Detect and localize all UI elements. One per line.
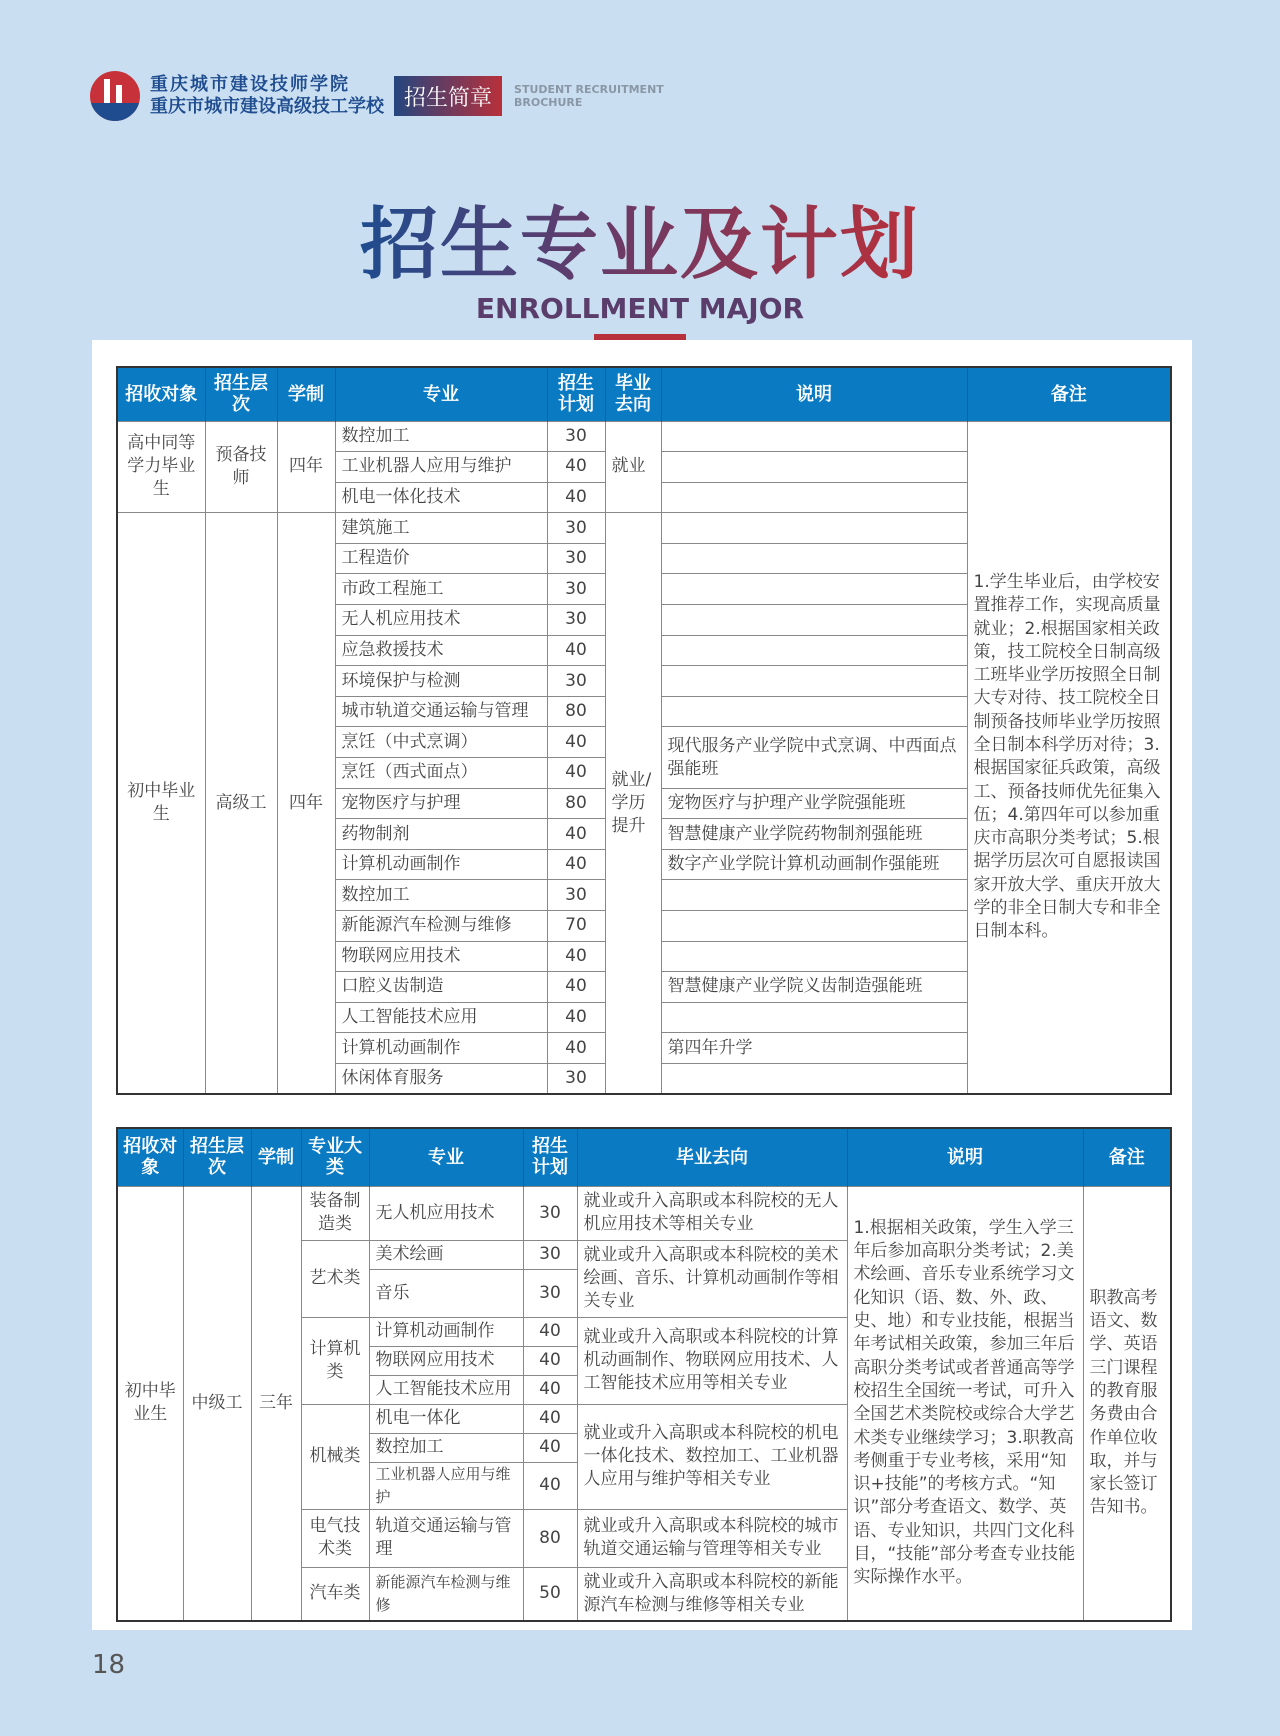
remarks-cell: 1.学生毕业后，由学校安置推荐工作，实现高质量就业；2.根据国家相关政策，技工院校全日制高级工班毕业学历按照全日制大专对待、技工院校全日制预备技师毕业学历按照全日制本科学历对待；3.根据国家征兵政策，高级工、预备技师优先征集入伍；4.第四年可以参加重庆市高职分类考试；5.根据学历层次可自愿报读国家开放大学、重庆开放大学的非全日制大专和非全日制本科。: [967, 421, 1171, 1094]
plan-cell: 40: [523, 1375, 577, 1404]
table-header-row: [117, 1128, 1171, 1186]
major-cell: 环境保护与检测: [335, 666, 547, 697]
major-cell: 无人机应用技术: [335, 605, 547, 636]
page-title-block: [0, 200, 1280, 340]
note-cell: [661, 452, 967, 483]
major-cell: 应急救援技术: [335, 635, 547, 666]
note-cell: [661, 1002, 967, 1033]
major-cell: 计算机动画制作: [335, 1033, 547, 1064]
major-cell: 烹饪（西式面点）: [335, 758, 547, 789]
note-cell: [661, 513, 967, 544]
table-row: [117, 1186, 1171, 1240]
remarks-cell: 职教高考语文、数学、英语三门课程的教育服务费由合作单位收取，并与家长签订告知书。: [1083, 1186, 1171, 1621]
note-cell: 数字产业学院计算机动画制作强能班: [661, 849, 967, 880]
note-cell: [661, 421, 967, 452]
major-cell: 数控加工: [335, 421, 547, 452]
plan-cell: 40: [523, 1317, 577, 1346]
col-header: 专业大类: [301, 1128, 369, 1186]
plan-cell: 40: [547, 482, 605, 513]
major-cell: 新能源汽车检测与维修: [369, 1567, 523, 1621]
col-header: 招收对象: [117, 1128, 183, 1186]
duration-cell: 四年: [277, 421, 335, 513]
destination-cell: 就业: [605, 421, 661, 513]
major-cell: 新能源汽车检测与维修: [335, 911, 547, 942]
note-cell: [661, 543, 967, 574]
note-cell: 宠物医疗与护理产业学院强能班: [661, 788, 967, 819]
note-cell: 智慧健康产业学院药物制剂强能班: [661, 819, 967, 850]
major-cell: 轨道交通运输与管理: [369, 1509, 523, 1567]
col-header: 专业: [369, 1128, 523, 1186]
note-cell: [661, 880, 967, 911]
col-header: 专业: [335, 367, 547, 421]
plan-cell: 30: [547, 880, 605, 911]
page-number: 18: [92, 1650, 126, 1680]
major-cell: 城市轨道交通运输与管理: [335, 696, 547, 727]
col-header: 学制: [277, 367, 335, 421]
plan-cell: 40: [523, 1404, 577, 1433]
major-cell: 计算机动画制作: [335, 849, 547, 880]
plan-cell: 30: [547, 1063, 605, 1094]
plan-cell: 80: [523, 1509, 577, 1567]
destination-cell: 就业或升入高职或本科院校的无人机应用技术等相关专业: [577, 1186, 847, 1240]
col-header: 说明: [847, 1128, 1083, 1186]
duration-cell: 四年: [277, 513, 335, 1094]
plan-cell: 30: [547, 605, 605, 636]
col-header: 说明: [661, 367, 967, 421]
col-header: 招生层次: [183, 1128, 251, 1186]
note-cell: [661, 574, 967, 605]
destination-cell: 就业或升入高职或本科院校的机电一体化技术、数控加工、工业机器人应用与维护等相关专业: [577, 1404, 847, 1509]
plan-cell: 30: [523, 1269, 577, 1317]
plan-cell: 40: [547, 727, 605, 758]
enrollment-table-intermediate: [116, 1127, 1172, 1622]
note-cell: [661, 941, 967, 972]
plan-cell: 80: [547, 788, 605, 819]
brochure-tag: 招生简章: [394, 76, 502, 116]
note-cell: [661, 1063, 967, 1094]
major-cell: 音乐: [369, 1269, 523, 1317]
destination-cell: 就业或升入高职或本科院校的新能源汽车检测与维修等相关专业: [577, 1567, 847, 1621]
plan-cell: 40: [547, 941, 605, 972]
plan-cell: 40: [523, 1346, 577, 1375]
category-cell: 艺术类: [301, 1240, 369, 1317]
school-name-primary: 重庆城市建设技师学院: [150, 74, 350, 95]
major-cell: 工程造价: [335, 543, 547, 574]
destination-cell: 就业或升入高职或本科院校的美术绘画、音乐、计算机动画制作等相关专业: [577, 1240, 847, 1317]
plan-cell: 30: [523, 1240, 577, 1269]
note-cell: [661, 666, 967, 697]
note-cell: 第四年升学: [661, 1033, 967, 1064]
col-header: 备注: [1083, 1128, 1171, 1186]
destination-cell: 就业或升入高职或本科院校的城市轨道交通运输与管理等相关专业: [577, 1509, 847, 1567]
explanation-cell: 1.根据相关政策，学生入学三年后参加高职分类考试；2.美术绘画、音乐专业系统学习文化知识（语、数、外、政、史、地）和专业技能，根据当年考试相关政策，参加三年后高职分类考试或者普通高等学校招生全国统一考试，可升入全国艺术类院校或综合大学艺术类专业继续学习；3.职教高考侧重于专业考核，采用“知识+技能”的考核方式。“知识”部分考查语文、数学、英语、专业知识，共四门文化科目，“技能”部分考查专业技能实际操作水平。: [847, 1186, 1083, 1621]
plan-cell: 30: [523, 1186, 577, 1240]
major-cell: 计算机动画制作: [369, 1317, 523, 1346]
level-cell: 中级工: [183, 1186, 251, 1621]
major-cell: 建筑施工: [335, 513, 547, 544]
major-cell: 物联网应用技术: [369, 1346, 523, 1375]
col-header: 招生层次: [205, 367, 277, 421]
major-cell: 口腔义齿制造: [335, 972, 547, 1003]
plan-cell: 30: [547, 574, 605, 605]
plan-cell: 40: [547, 758, 605, 789]
plan-cell: 70: [547, 911, 605, 942]
major-cell: 无人机应用技术: [369, 1186, 523, 1240]
plan-cell: 30: [547, 666, 605, 697]
note-cell: [661, 605, 967, 636]
major-cell: 美术绘画: [369, 1240, 523, 1269]
category-cell: 电气技术类: [301, 1509, 369, 1567]
plan-cell: 40: [523, 1462, 577, 1509]
content-panel: [92, 340, 1192, 1630]
major-cell: 人工智能技术应用: [369, 1375, 523, 1404]
major-cell: 市政工程施工: [335, 574, 547, 605]
note-cell: 智慧健康产业学院义齿制造强能班: [661, 972, 967, 1003]
category-cell: 汽车类: [301, 1567, 369, 1621]
destination-cell: 就业或升入高职或本科院校的计算机动画制作、物联网应用技术、人工智能技术应用等相关专业: [577, 1317, 847, 1404]
note-cell: 现代服务产业学院中式烹调、中西面点强能班: [661, 727, 967, 788]
plan-cell: 40: [547, 635, 605, 666]
plan-cell: 40: [547, 1002, 605, 1033]
tag-en-line2: BROCHURE: [514, 96, 583, 109]
plan-cell: 40: [547, 972, 605, 1003]
major-cell: 工业机器人应用与维护: [369, 1462, 523, 1509]
brochure-header: [90, 68, 664, 124]
major-cell: 机电一体化技术: [335, 482, 547, 513]
category-cell: 计算机类: [301, 1317, 369, 1404]
major-cell: 工业机器人应用与维护: [335, 452, 547, 483]
major-cell: 药物制剂: [335, 819, 547, 850]
col-header: 毕业去向: [605, 367, 661, 421]
level-cell: 预备技师: [205, 421, 277, 513]
page-subtitle: ENROLLMENT MAJOR: [475, 292, 805, 325]
note-cell: [661, 482, 967, 513]
table-header-row: [117, 367, 1171, 421]
school-logo-icon: [90, 71, 140, 121]
category-cell: 装备制造类: [301, 1186, 369, 1240]
note-cell: [661, 911, 967, 942]
col-header: 备注: [967, 367, 1171, 421]
plan-cell: 30: [547, 513, 605, 544]
plan-cell: 30: [547, 543, 605, 574]
page-title: 招生专业及计划: [359, 200, 920, 290]
major-cell: 宠物医疗与护理: [335, 788, 547, 819]
major-cell: 数控加工: [369, 1433, 523, 1462]
school-name-secondary: 重庆市城市建设高级技工学校: [150, 96, 384, 117]
col-header: 招生计划: [547, 367, 605, 421]
school-names: [150, 74, 384, 118]
tag-en-line1: STUDENT RECRUITMENT: [514, 83, 664, 96]
major-cell: 数控加工: [335, 880, 547, 911]
major-cell: 人工智能技术应用: [335, 1002, 547, 1033]
major-cell: 休闲体育服务: [335, 1063, 547, 1094]
enrollment-table-advanced: [116, 366, 1172, 1095]
col-header: 招生计划: [523, 1128, 577, 1186]
col-header: 学制: [251, 1128, 301, 1186]
table-row: [117, 421, 1171, 452]
major-cell: 机电一体化: [369, 1404, 523, 1433]
note-cell: [661, 635, 967, 666]
note-cell: [661, 696, 967, 727]
plan-cell: 40: [523, 1433, 577, 1462]
plan-cell: 50: [523, 1567, 577, 1621]
plan-cell: 30: [547, 421, 605, 452]
plan-cell: 40: [547, 849, 605, 880]
category-cell: 机械类: [301, 1404, 369, 1509]
brochure-tag-en: [514, 83, 664, 109]
duration-cell: 三年: [251, 1186, 301, 1621]
target-cell: 初中毕业生: [117, 513, 205, 1094]
level-cell: 高级工: [205, 513, 277, 1094]
destination-cell: 就业/学历提升: [605, 513, 661, 1094]
plan-cell: 40: [547, 1033, 605, 1064]
major-cell: 物联网应用技术: [335, 941, 547, 972]
target-cell: 高中同等学力毕业生: [117, 421, 205, 513]
col-header: 毕业去向: [577, 1128, 847, 1186]
major-cell: 烹饪（中式烹调）: [335, 727, 547, 758]
plan-cell: 40: [547, 452, 605, 483]
plan-cell: 40: [547, 819, 605, 850]
plan-cell: 80: [547, 696, 605, 727]
target-cell: 初中毕业生: [117, 1186, 183, 1621]
col-header: 招收对象: [117, 367, 205, 421]
